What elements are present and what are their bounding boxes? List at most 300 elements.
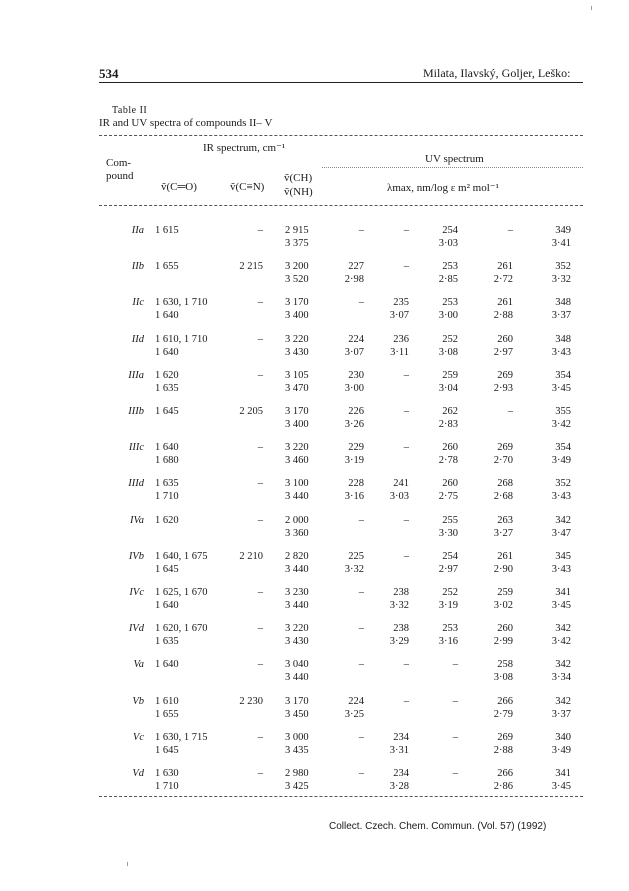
ch-value: 3 450 (285, 709, 309, 720)
co-cell (155, 695, 235, 721)
co-cell (155, 369, 235, 395)
co-value: 1 630 (155, 768, 179, 779)
ch-value: 2 980 (285, 768, 309, 779)
co-cell (155, 658, 235, 684)
u3-value: 3·04 (438, 383, 458, 394)
u5-value: 342 (555, 623, 571, 634)
header-ir-group: IR spectrum, cm⁻¹ (203, 142, 286, 154)
u3-cell (420, 695, 458, 721)
u1-value (326, 671, 364, 684)
co-value: 1 610, 1 710 (155, 334, 208, 345)
cn-value: – (257, 370, 263, 381)
ch-cell (285, 622, 325, 648)
co-value: 1 630, 1 715 (155, 732, 208, 743)
u3-value (420, 671, 458, 684)
u1-value (326, 527, 364, 540)
header-ch: ṽ(CH) (284, 172, 313, 184)
u4-value: 266 (497, 696, 513, 707)
u1-value (326, 237, 364, 250)
u1-value: 224 (348, 334, 364, 345)
compound-cell: IIIa (128, 370, 144, 381)
u2-value (371, 382, 409, 395)
u2-value (371, 454, 409, 467)
u2-value: – (403, 261, 409, 272)
co-value: 1 655 (155, 709, 179, 720)
u1-cell (326, 333, 364, 359)
u1-cell (326, 550, 364, 576)
co-value (155, 671, 235, 684)
u5-value: 3·37 (551, 310, 571, 321)
u3-cell (420, 622, 458, 648)
cn-cell (225, 622, 263, 635)
u3-value: 3·16 (438, 636, 458, 647)
ch-value: 3 425 (285, 781, 309, 792)
cn-value: – (257, 478, 263, 489)
u2-value: 3·29 (389, 636, 409, 647)
u4-cell (475, 260, 513, 286)
ch-value: 3 440 (285, 564, 309, 575)
ch-value: 3 435 (285, 745, 309, 756)
ch-cell (285, 477, 325, 503)
co-cell (155, 514, 235, 540)
compound-cell: IIb (131, 261, 144, 272)
u4-cell (475, 514, 513, 540)
cn-value: – (257, 732, 263, 743)
u5-value: 355 (555, 406, 571, 417)
cn-value: 2 210 (239, 551, 263, 562)
u3-value: 262 (442, 406, 458, 417)
ch-value: 3 220 (285, 623, 309, 634)
co-value: 1 620 (155, 370, 179, 381)
u1-value: 228 (348, 478, 364, 489)
u4-value: – (507, 225, 513, 236)
uv-group-rule (322, 167, 583, 168)
u5-value: 3·32 (551, 274, 571, 285)
running-head: Milata, Ilavský, Goljer, Leško: (423, 66, 571, 80)
u3-value: 253 (442, 297, 458, 308)
ch-cell (285, 369, 325, 395)
compound-cell: Vb (132, 696, 144, 707)
u4-value: 2·79 (493, 709, 513, 720)
u1-value: – (358, 659, 364, 670)
ch-value: 3 460 (285, 455, 309, 466)
u3-value: – (452, 768, 458, 779)
u1-value: – (358, 587, 364, 598)
compound-cell: IIIc (128, 442, 144, 453)
u5-value: 340 (555, 732, 571, 743)
u1-cell (326, 731, 364, 757)
u3-value: – (452, 696, 458, 707)
u5-value: 3·43 (551, 564, 571, 575)
co-cell (155, 767, 235, 793)
u2-value: 235 (393, 297, 409, 308)
co-value: 1 625, 1 670 (155, 587, 208, 598)
co-cell (155, 731, 235, 757)
u1-value (326, 744, 364, 757)
u2-value (371, 237, 409, 250)
co-value: 1 640 (155, 347, 179, 358)
u2-value: – (403, 442, 409, 453)
u1-value: 2·98 (344, 274, 364, 285)
cn-cell (225, 333, 263, 346)
u2-cell (371, 731, 409, 757)
u3-value: 254 (442, 225, 458, 236)
cn-cell (225, 296, 263, 309)
u4-value: 263 (497, 515, 513, 526)
u5-cell (531, 224, 571, 250)
u1-value: 225 (348, 551, 364, 562)
ch-value: 3 170 (285, 696, 309, 707)
u4-value: 260 (497, 623, 513, 634)
u3-cell (420, 296, 458, 322)
u2-cell (371, 514, 409, 540)
co-value: 1 645 (155, 406, 179, 417)
u3-value: 259 (442, 370, 458, 381)
u2-cell (371, 658, 409, 684)
u3-cell (420, 224, 458, 250)
u1-cell (326, 622, 364, 648)
u5-value: 3·49 (551, 745, 571, 756)
u5-value: 3·42 (551, 636, 571, 647)
u1-value: 3·19 (344, 455, 364, 466)
u1-cell (326, 405, 364, 431)
u3-cell (420, 550, 458, 576)
u4-value: 2·88 (493, 745, 513, 756)
scan-mark (127, 862, 128, 866)
co-cell (155, 333, 235, 359)
ch-cell (285, 658, 325, 684)
u1-value: 3·25 (344, 709, 364, 720)
u4-cell (475, 333, 513, 359)
u1-value (326, 599, 364, 612)
u4-value: 268 (497, 478, 513, 489)
u5-cell (531, 333, 571, 359)
u4-value: 2·93 (493, 383, 513, 394)
u1-cell (326, 260, 364, 286)
u2-value: 3·07 (389, 310, 409, 321)
u1-cell (326, 296, 364, 322)
u5-value: 3·45 (551, 781, 571, 792)
u1-value: 3·00 (344, 383, 364, 394)
u3-cell (420, 477, 458, 503)
u3-value: 253 (442, 623, 458, 634)
u2-cell (371, 477, 409, 503)
u3-value: 253 (442, 261, 458, 272)
ch-cell (285, 550, 325, 576)
u4-value (475, 418, 513, 431)
ch-value: 3 400 (285, 419, 309, 430)
ch-cell (285, 514, 325, 540)
u5-cell (531, 658, 571, 684)
cn-value: – (257, 587, 263, 598)
u1-value: 224 (348, 696, 364, 707)
u5-cell (531, 405, 571, 431)
co-cell (155, 260, 235, 286)
u1-value: 226 (348, 406, 364, 417)
u3-value (420, 780, 458, 793)
u5-cell (531, 622, 571, 648)
cn-value: – (257, 297, 263, 308)
u4-value: 261 (497, 261, 513, 272)
co-value: 1 645 (155, 745, 179, 756)
u5-value: 349 (555, 225, 571, 236)
u3-value: 3·08 (438, 347, 458, 358)
u2-value (371, 273, 409, 286)
header-uv-group: UV spectrum (425, 153, 484, 165)
co-value (155, 273, 235, 286)
ch-value: 3 200 (285, 261, 309, 272)
cn-cell (225, 550, 263, 563)
table-bottom-rule (99, 796, 583, 797)
u5-value: 341 (555, 587, 571, 598)
u2-value: – (403, 370, 409, 381)
cn-value: – (257, 659, 263, 670)
cn-value: – (257, 225, 263, 236)
co-value: 1 620, 1 670 (155, 623, 208, 634)
header-rule (99, 82, 583, 83)
cn-value: – (257, 623, 263, 634)
u5-value: 3·45 (551, 600, 571, 611)
u2-value: 238 (393, 623, 409, 634)
u2-value (371, 418, 409, 431)
u5-value: 348 (555, 297, 571, 308)
ch-value: 3 470 (285, 383, 309, 394)
ch-value: 3 430 (285, 347, 309, 358)
u5-value: 3·45 (551, 383, 571, 394)
u4-value: 261 (497, 297, 513, 308)
cn-value: – (257, 442, 263, 453)
compound-cell: IIIb (128, 406, 144, 417)
u1-value: – (358, 297, 364, 308)
u2-value: 3·32 (389, 600, 409, 611)
ch-value: 3 220 (285, 334, 309, 345)
ch-value: 3 000 (285, 732, 309, 743)
u3-value: 2·83 (438, 419, 458, 430)
u4-value: 3·08 (493, 672, 513, 683)
u5-value: 3·47 (551, 528, 571, 539)
ch-value: 2 000 (285, 515, 309, 526)
ch-value: 2 820 (285, 551, 309, 562)
ch-value: 3 105 (285, 370, 309, 381)
co-value: 1 710 (155, 781, 179, 792)
u4-value: 2·72 (493, 274, 513, 285)
header-compound-2: pound (106, 170, 134, 182)
u1-value (326, 635, 364, 648)
u4-cell (475, 369, 513, 395)
cn-cell (225, 405, 263, 418)
u2-value: – (403, 225, 409, 236)
ch-value: 3 040 (285, 659, 309, 670)
u2-cell (371, 369, 409, 395)
u5-value: 3·43 (551, 491, 571, 502)
cn-value: – (257, 334, 263, 345)
co-value: 1 710 (155, 491, 179, 502)
cn-value: 2 215 (239, 261, 263, 272)
header-cn: ṽ(C≡N) (230, 181, 265, 193)
u3-cell (420, 369, 458, 395)
u5-value: 341 (555, 768, 571, 779)
u1-cell (326, 441, 364, 467)
ch-cell (285, 333, 325, 359)
ch-value: 3 400 (285, 310, 309, 321)
co-value: 1 640 (155, 442, 179, 453)
ch-value: 3 170 (285, 297, 309, 308)
u1-value (326, 309, 364, 322)
u2-value: 3·11 (390, 347, 409, 358)
u4-cell (475, 550, 513, 576)
u4-value: 269 (497, 370, 513, 381)
compound-cell: IIId (128, 478, 144, 489)
u4-value: 2·97 (493, 347, 513, 358)
u5-value: 3·43 (551, 347, 571, 358)
u2-cell (371, 695, 409, 721)
u5-cell (531, 550, 571, 576)
u3-cell (420, 658, 458, 684)
u2-cell (371, 260, 409, 286)
co-cell (155, 405, 235, 431)
u3-value: 3·00 (438, 310, 458, 321)
co-cell (155, 622, 235, 648)
u2-cell (371, 296, 409, 322)
u3-value: 252 (442, 587, 458, 598)
u4-value: 2·70 (493, 455, 513, 466)
u5-value: 342 (555, 515, 571, 526)
table-top-rule (99, 135, 583, 136)
u2-value: 3·03 (389, 491, 409, 502)
u2-value: 3·28 (389, 781, 409, 792)
u1-value: 3·16 (344, 491, 364, 502)
ch-value: 3 440 (285, 672, 309, 683)
u4-value (475, 237, 513, 250)
u5-value: 348 (555, 334, 571, 345)
co-value: 1 645 (155, 564, 179, 575)
co-cell (155, 586, 235, 612)
compound-cell: IId (131, 334, 144, 345)
u1-value: 3·32 (344, 564, 364, 575)
u3-cell (420, 441, 458, 467)
u5-cell (531, 296, 571, 322)
u2-value: – (403, 406, 409, 417)
ch-cell (285, 260, 325, 286)
u1-cell (326, 658, 364, 684)
ch-value: 3 375 (285, 238, 309, 249)
u2-value: 234 (393, 768, 409, 779)
u3-cell (420, 405, 458, 431)
u2-cell (371, 586, 409, 612)
u5-cell (531, 260, 571, 286)
compound-cell: Vc (132, 732, 144, 743)
compound-cell: IIc (132, 297, 144, 308)
cn-cell (225, 731, 263, 744)
u1-cell (326, 224, 364, 250)
u5-value: 342 (555, 696, 571, 707)
co-value: 1 655 (155, 261, 179, 272)
compound-cell: IVb (128, 551, 144, 562)
u3-value: 260 (442, 478, 458, 489)
u2-value: – (403, 551, 409, 562)
ch-cell (285, 405, 325, 431)
u4-value: 2·99 (493, 636, 513, 647)
u4-value: 269 (497, 732, 513, 743)
u3-cell (420, 514, 458, 540)
cn-cell (225, 695, 263, 708)
u3-value: 255 (442, 515, 458, 526)
u4-cell (475, 731, 513, 757)
u4-cell (475, 441, 513, 467)
u1-cell (326, 586, 364, 612)
u1-value: – (358, 225, 364, 236)
compound-cell: IIa (131, 225, 144, 236)
u5-value: 3·34 (551, 672, 571, 683)
u3-cell (420, 731, 458, 757)
co-cell (155, 296, 235, 322)
u2-cell (371, 767, 409, 793)
u3-value: 2·97 (438, 564, 458, 575)
co-value: 1 640 (155, 659, 179, 670)
u1-cell (326, 477, 364, 503)
ch-value: 3 360 (285, 528, 309, 539)
cn-cell (225, 514, 263, 527)
u2-value: 238 (393, 587, 409, 598)
co-value: 1 640 (155, 310, 179, 321)
page-number: 534 (99, 66, 119, 81)
u3-value: 254 (442, 551, 458, 562)
ch-cell (285, 695, 325, 721)
u3-value: 3·19 (438, 600, 458, 611)
u2-value: 241 (393, 478, 409, 489)
co-cell (155, 550, 235, 576)
u4-cell (475, 405, 513, 431)
u2-cell (371, 405, 409, 431)
co-value: 1 640 (155, 600, 179, 611)
u4-value: 258 (497, 659, 513, 670)
u5-cell (531, 514, 571, 540)
compound-cell: IVa (130, 515, 144, 526)
u1-value: – (358, 732, 364, 743)
u1-value: 229 (348, 442, 364, 453)
table-caption: IR and UV spectra of compounds II– V (99, 117, 273, 129)
cn-cell (225, 586, 263, 599)
cn-cell (225, 477, 263, 490)
co-cell (155, 224, 235, 250)
co-value: 1 630, 1 710 (155, 297, 208, 308)
ch-value: 3 520 (285, 274, 309, 285)
u2-cell (371, 441, 409, 467)
u5-value: 352 (555, 478, 571, 489)
u3-value: – (452, 732, 458, 743)
u5-cell (531, 477, 571, 503)
ch-cell (285, 441, 325, 467)
u1-cell (326, 767, 364, 793)
u4-cell (475, 767, 513, 793)
co-value: 1 610 (155, 696, 179, 707)
u4-value: 2·68 (493, 491, 513, 502)
ch-value: 3 230 (285, 587, 309, 598)
co-value: 1 640, 1 675 (155, 551, 208, 562)
u2-value: 234 (393, 732, 409, 743)
co-value: 1 680 (155, 455, 179, 466)
journal-footer: Collect. Czech. Chem. Commun. (Vol. 57) (1992) (329, 821, 547, 832)
u5-value: 3·42 (551, 419, 571, 430)
co-value: 1 635 (155, 636, 179, 647)
u5-value: 3·37 (551, 709, 571, 720)
ch-cell (285, 224, 325, 250)
u3-value (420, 708, 458, 721)
cn-cell (225, 260, 263, 273)
co-value: 1 620 (155, 515, 179, 526)
cn-value: – (257, 515, 263, 526)
u2-value (371, 527, 409, 540)
